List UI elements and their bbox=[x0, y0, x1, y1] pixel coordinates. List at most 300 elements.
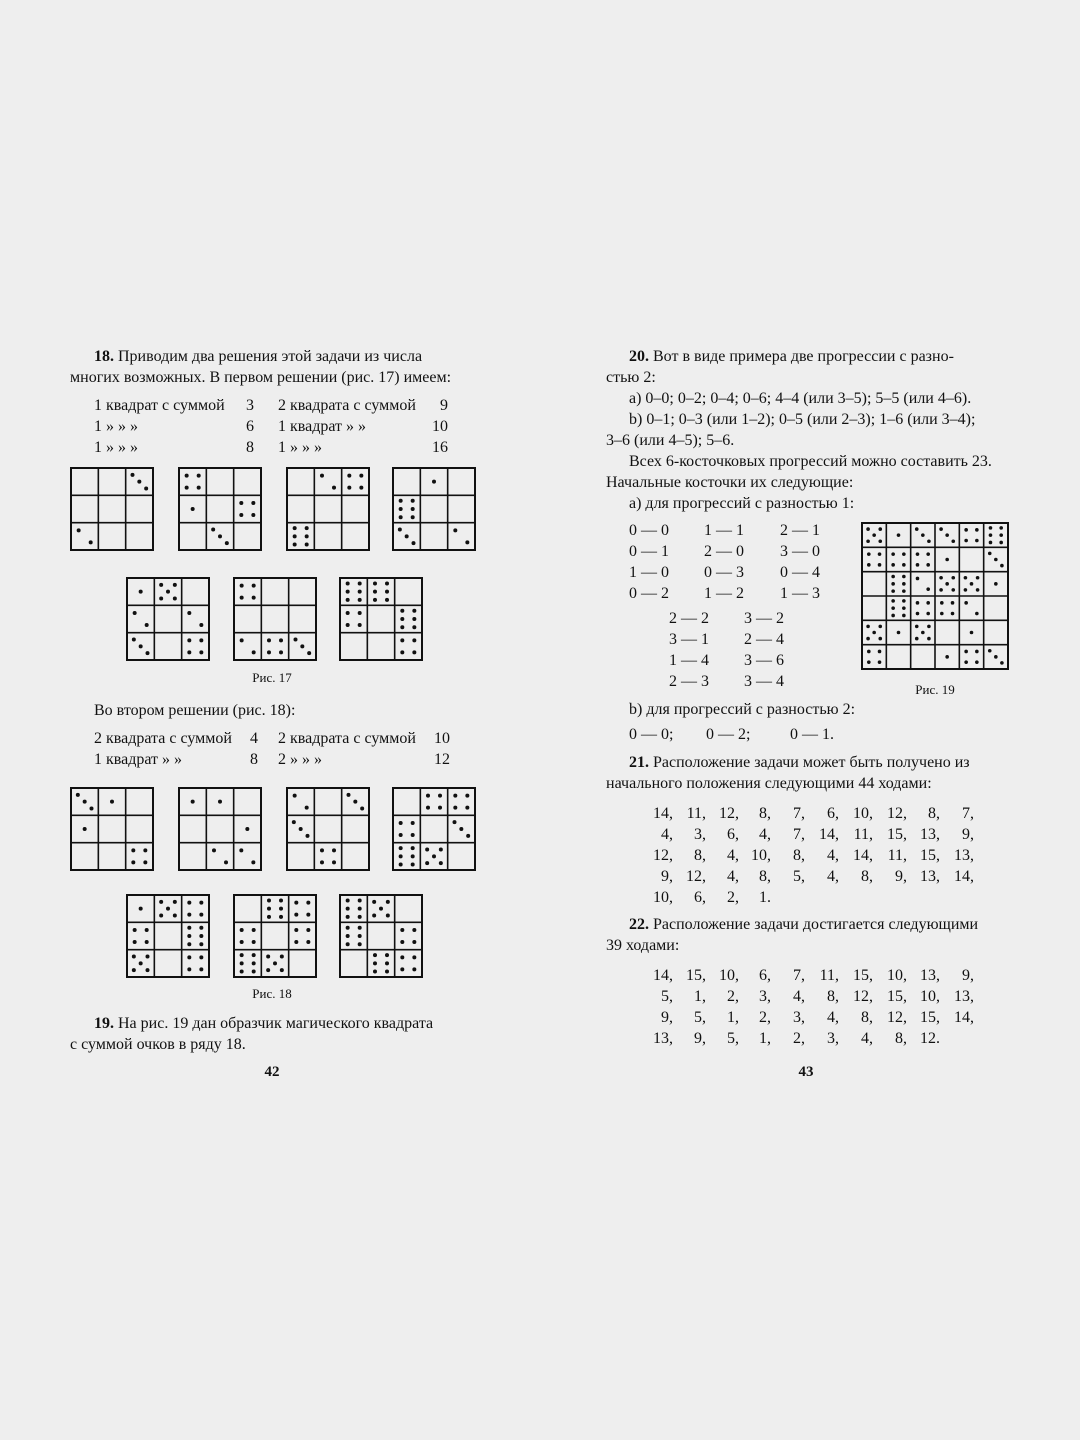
pip-dot bbox=[926, 552, 930, 556]
pip-dot bbox=[133, 611, 137, 615]
pip-dot bbox=[400, 650, 404, 654]
p20-line2: стью 2: bbox=[606, 369, 656, 386]
pip-dot bbox=[379, 907, 383, 911]
pip-dot bbox=[385, 953, 389, 957]
pip-dot bbox=[279, 907, 283, 911]
pip-dot bbox=[964, 650, 968, 654]
pip-dot bbox=[252, 940, 256, 944]
pip-dot bbox=[866, 539, 870, 543]
pip-dot bbox=[951, 539, 955, 543]
sol2-row: 2 квадрата с суммой 4 2 квадрата с суммой 10 bbox=[94, 730, 450, 747]
domino-square-grid bbox=[233, 894, 317, 978]
move-number: 5, bbox=[661, 988, 673, 1005]
pip-dot bbox=[926, 601, 930, 605]
pip-dot bbox=[320, 474, 324, 478]
pip-dot bbox=[294, 913, 298, 917]
pip-dot bbox=[320, 860, 324, 864]
sol1-row: 1 квадрат с суммой 3 2 квадрата с суммой 9 bbox=[94, 397, 448, 414]
pip-dot bbox=[411, 863, 415, 867]
pip-dot bbox=[346, 898, 350, 902]
pip-dot bbox=[866, 527, 870, 531]
pip-dot bbox=[400, 625, 404, 629]
pip-dot bbox=[466, 834, 470, 838]
pip-dot bbox=[975, 528, 979, 532]
pip-dot bbox=[199, 650, 203, 654]
move-number: 11, bbox=[686, 805, 706, 822]
move-number: 4, bbox=[661, 826, 673, 843]
pip-dot bbox=[385, 961, 389, 965]
pip-dot bbox=[951, 612, 955, 616]
pip-dot bbox=[131, 473, 135, 477]
p20-b2: 3–6 (или 4–5); 5–6. bbox=[606, 432, 735, 449]
pip-dot bbox=[252, 650, 256, 654]
pip-dot bbox=[867, 660, 871, 664]
pip-dot bbox=[373, 961, 377, 965]
pip-dot bbox=[240, 970, 244, 974]
pip-dot bbox=[373, 953, 377, 957]
pip-dot bbox=[187, 638, 191, 642]
pip-dot bbox=[385, 970, 389, 974]
pip-dot bbox=[999, 533, 1003, 537]
move-number: 13, bbox=[653, 1030, 673, 1047]
move-number: 4, bbox=[827, 847, 839, 864]
pip-dot bbox=[299, 827, 303, 831]
domino-start: 0 — 3 bbox=[704, 564, 744, 581]
pip-dot bbox=[293, 534, 297, 538]
pip-dot bbox=[939, 576, 943, 580]
pip-dot bbox=[872, 631, 876, 635]
move-number: 12, bbox=[887, 1009, 907, 1026]
move-number: 9, bbox=[661, 868, 673, 885]
domino-square-grid bbox=[178, 467, 262, 551]
pip-dot bbox=[989, 541, 993, 545]
pip-dot bbox=[975, 660, 979, 664]
pip-dot bbox=[279, 898, 283, 902]
move-number: 9, bbox=[962, 967, 974, 984]
fig19-caption: Рис. 19 bbox=[915, 682, 955, 697]
pip-dot bbox=[916, 577, 920, 581]
pip-dot bbox=[347, 474, 351, 478]
move-number: 14, bbox=[819, 826, 839, 843]
pip-dot bbox=[405, 534, 409, 538]
pip-dot bbox=[267, 915, 271, 919]
pip-dot bbox=[358, 598, 362, 602]
move-number: 8, bbox=[694, 847, 706, 864]
pip-dot bbox=[199, 934, 203, 938]
pip-dot bbox=[306, 928, 310, 932]
pip-dot bbox=[994, 582, 998, 586]
p21-line1: 21. Расположение задачи может быть получено из bbox=[629, 754, 970, 771]
pip-dot bbox=[197, 474, 201, 478]
pip-dot bbox=[360, 807, 364, 811]
move-number: 6, bbox=[727, 826, 739, 843]
pip-dot bbox=[145, 940, 149, 944]
move-number: 2, bbox=[727, 988, 739, 1005]
move-number: 6, bbox=[694, 889, 706, 906]
pip-dot bbox=[252, 970, 256, 974]
pip-dot bbox=[137, 480, 141, 484]
pip-dot bbox=[239, 501, 243, 505]
pip-dot bbox=[940, 612, 944, 616]
pip-dot bbox=[878, 637, 882, 641]
pip-dot bbox=[252, 584, 256, 588]
p20-sub-b-val: 0 — 0; bbox=[629, 726, 674, 743]
pip-dot bbox=[187, 942, 191, 946]
pip-dot bbox=[964, 660, 968, 664]
pip-dot bbox=[411, 854, 415, 858]
sol1-row: 1 » » » 6 1 квадрат » » 10 bbox=[94, 418, 448, 435]
pip-dot bbox=[359, 474, 363, 478]
move-number: 6, bbox=[827, 805, 839, 822]
pip-dot bbox=[891, 606, 895, 610]
pip-dot bbox=[411, 821, 415, 825]
fig17-caption: Рис. 17 bbox=[252, 670, 292, 685]
pip-dot bbox=[145, 623, 149, 627]
pip-dot bbox=[251, 501, 255, 505]
domino-start: 2 — 4 bbox=[744, 631, 784, 648]
pip-dot bbox=[411, 499, 415, 503]
pip-dot bbox=[251, 513, 255, 517]
move-number: 10, bbox=[887, 967, 907, 984]
pip-dot bbox=[902, 614, 906, 618]
pip-dot bbox=[251, 860, 255, 864]
p22-line1: 22. Расположение задачи достигается следующими bbox=[629, 916, 979, 933]
pip-dot bbox=[199, 926, 203, 930]
pip-dot bbox=[143, 848, 147, 852]
pip-dot bbox=[989, 533, 993, 537]
pip-dot bbox=[399, 507, 403, 511]
pip-dot bbox=[897, 631, 901, 635]
pip-dot bbox=[90, 807, 94, 811]
pip-dot bbox=[412, 625, 416, 629]
pip-dot bbox=[266, 968, 270, 972]
p20-b1: b) 0–1; 0–3 (или 1–2); 0–5 (или 2–3); 1–6 (или 3–4); bbox=[629, 411, 976, 428]
move-number: 14, bbox=[954, 868, 974, 885]
pip-dot bbox=[400, 617, 404, 621]
move-number: 10, bbox=[920, 988, 940, 1005]
pip-dot bbox=[346, 907, 350, 911]
pip-dot bbox=[306, 901, 310, 905]
pip-dot bbox=[166, 907, 170, 911]
move-number: 14, bbox=[954, 1009, 974, 1026]
move-number: 4, bbox=[727, 868, 739, 885]
p20-sub-a: a) для прогрессий с разностью 1: bbox=[629, 495, 855, 512]
move-number: 15, bbox=[920, 847, 940, 864]
pip-dot bbox=[412, 638, 416, 642]
move-number: 8, bbox=[928, 805, 940, 822]
pip-dot bbox=[187, 934, 191, 938]
pip-dot bbox=[173, 583, 177, 587]
pip-dot bbox=[294, 940, 298, 944]
pip-dot bbox=[358, 581, 362, 585]
pip-dot bbox=[358, 898, 362, 902]
pip-dot bbox=[159, 597, 163, 601]
pip-dot bbox=[412, 940, 416, 944]
domino-start: 1 — 4 bbox=[669, 652, 709, 669]
move-number: 15, bbox=[686, 967, 706, 984]
pip-dot bbox=[432, 480, 436, 484]
pip-dot bbox=[399, 846, 403, 850]
pip-dot bbox=[273, 961, 277, 965]
pip-dot bbox=[400, 638, 404, 642]
domino-start: 0 — 4 bbox=[780, 564, 820, 581]
p20-a: a) 0–0; 0–2; 0–4; 0–6; 4–4 (или 3–5); 5–5 (или 4–6). bbox=[629, 390, 972, 407]
pip-dot bbox=[358, 623, 362, 627]
pip-dot bbox=[988, 552, 992, 556]
p18-line2: многих возможных. В первом решении (рис. 17) имеем: bbox=[70, 369, 452, 386]
pip-dot bbox=[426, 794, 430, 798]
pip-dot bbox=[1000, 661, 1004, 665]
pip-dot bbox=[358, 590, 362, 594]
move-number: 3, bbox=[793, 1009, 805, 1026]
move-number: 9, bbox=[962, 826, 974, 843]
pip-dot bbox=[280, 955, 284, 959]
domino-square-grid bbox=[233, 577, 317, 661]
move-number: 7, bbox=[793, 826, 805, 843]
pip-dot bbox=[921, 631, 925, 635]
pip-dot bbox=[411, 833, 415, 837]
pip-dot bbox=[891, 599, 895, 603]
domino-start: 1 — 0 bbox=[629, 564, 669, 581]
move-number: 4, bbox=[827, 868, 839, 885]
move-number: 1, bbox=[694, 988, 706, 1005]
domino-square-grid bbox=[286, 467, 370, 551]
pip-dot bbox=[185, 486, 189, 490]
pip-dot bbox=[438, 794, 442, 798]
pip-dot bbox=[902, 599, 906, 603]
pip-dot bbox=[332, 848, 336, 852]
page-number-42: 42 bbox=[264, 1064, 280, 1080]
pip-dot bbox=[867, 650, 871, 654]
move-number: 8, bbox=[759, 805, 771, 822]
pip-dot bbox=[438, 806, 442, 810]
pip-dot bbox=[346, 915, 350, 919]
pip-dot bbox=[425, 861, 429, 865]
pip-dot bbox=[872, 533, 876, 537]
pip-dot bbox=[989, 526, 993, 530]
pip-dot bbox=[412, 617, 416, 621]
pip-dot bbox=[191, 507, 195, 511]
move-number: 14, bbox=[853, 847, 873, 864]
pip-dot bbox=[867, 563, 871, 567]
domino-square-grid bbox=[286, 787, 370, 871]
pip-dot bbox=[131, 860, 135, 864]
move-number: 12, bbox=[887, 805, 907, 822]
pip-dot bbox=[373, 581, 377, 585]
pip-dot bbox=[358, 926, 362, 930]
pip-dot bbox=[332, 486, 336, 490]
pip-dot bbox=[945, 558, 949, 562]
magic-square-grid bbox=[861, 522, 1009, 670]
pip-dot bbox=[400, 928, 404, 932]
p20-total1: Всех 6-косточковых прогрессий можно составить 23. bbox=[629, 453, 992, 470]
pip-dot bbox=[173, 914, 177, 918]
pip-dot bbox=[146, 651, 150, 655]
move-number: 15, bbox=[887, 988, 907, 1005]
pip-dot bbox=[994, 655, 998, 659]
pip-dot bbox=[293, 526, 297, 530]
move-number: 7, bbox=[962, 805, 974, 822]
pip-dot bbox=[976, 576, 980, 580]
pip-dot bbox=[945, 582, 949, 586]
pip-dot bbox=[166, 590, 170, 594]
pip-dot bbox=[252, 928, 256, 932]
move-number: 12, bbox=[653, 847, 673, 864]
pip-dot bbox=[926, 563, 930, 567]
move-number: 5, bbox=[694, 1009, 706, 1026]
p19-line2: с суммой очков в ряду 18. bbox=[70, 1036, 246, 1053]
pip-dot bbox=[902, 589, 906, 593]
right-page bbox=[540, 0, 1080, 1440]
pip-dot bbox=[412, 967, 416, 971]
domino-square-grid bbox=[178, 787, 262, 871]
pip-dot bbox=[346, 598, 350, 602]
pip-dot bbox=[225, 541, 229, 545]
pip-dot bbox=[426, 806, 430, 810]
move-number: 15, bbox=[853, 967, 873, 984]
pip-dot bbox=[902, 606, 906, 610]
pip-dot bbox=[927, 539, 931, 543]
move-number: 11, bbox=[887, 847, 907, 864]
pip-dot bbox=[878, 660, 882, 664]
pip-dot bbox=[132, 955, 136, 959]
pip-dot bbox=[346, 934, 350, 938]
pip-dot bbox=[921, 533, 925, 537]
p20-sub-b-val: 0 — 2; bbox=[706, 726, 751, 743]
pip-dot bbox=[293, 543, 297, 547]
pip-dot bbox=[399, 863, 403, 867]
pip-dot bbox=[199, 623, 203, 627]
move-number: 13, bbox=[920, 967, 940, 984]
pip-dot bbox=[453, 528, 457, 532]
pip-dot bbox=[385, 590, 389, 594]
pip-dot bbox=[306, 940, 310, 944]
pip-dot bbox=[305, 526, 309, 530]
domino-start: 2 — 0 bbox=[704, 543, 744, 560]
pip-dot bbox=[110, 800, 114, 804]
move-number: 14, bbox=[653, 805, 673, 822]
move-number: 7, bbox=[793, 967, 805, 984]
pip-dot bbox=[199, 913, 203, 917]
pip-dot bbox=[83, 827, 87, 831]
move-number: 13, bbox=[920, 868, 940, 885]
pip-dot bbox=[347, 793, 351, 797]
pip-dot bbox=[199, 638, 203, 642]
move-number: 13, bbox=[954, 988, 974, 1005]
pip-dot bbox=[964, 528, 968, 532]
pip-dot bbox=[412, 609, 416, 613]
move-number: 1. bbox=[759, 889, 771, 906]
pip-dot bbox=[1000, 564, 1004, 568]
p22-line2: 39 ходами: bbox=[606, 937, 680, 954]
pip-dot bbox=[294, 928, 298, 932]
domino-start: 1 — 1 bbox=[704, 522, 744, 539]
pip-dot bbox=[945, 533, 949, 537]
pip-dot bbox=[133, 928, 137, 932]
pip-dot bbox=[293, 794, 297, 798]
pip-dot bbox=[902, 582, 906, 586]
domino-square-grid bbox=[126, 894, 210, 978]
pip-dot bbox=[412, 541, 416, 545]
domino-square-grid bbox=[70, 467, 154, 551]
pip-dot bbox=[139, 644, 143, 648]
move-number: 12, bbox=[686, 868, 706, 885]
pip-dot bbox=[212, 848, 216, 852]
pip-dot bbox=[280, 968, 284, 972]
move-number: 8, bbox=[861, 1009, 873, 1026]
pip-dot bbox=[294, 901, 298, 905]
move-number: 9, bbox=[694, 1030, 706, 1047]
pip-dot bbox=[187, 967, 191, 971]
p20-sub-b-val: 0 — 1. bbox=[790, 726, 834, 743]
pip-dot bbox=[139, 961, 143, 965]
p18-line1: 18. Приводим два решения этой задачи из числа bbox=[94, 348, 423, 365]
domino-square-grid bbox=[339, 577, 423, 661]
pip-dot bbox=[412, 650, 416, 654]
pip-dot bbox=[927, 625, 931, 629]
move-number: 1, bbox=[759, 1030, 771, 1047]
pip-dot bbox=[187, 611, 191, 615]
move-number: 1, bbox=[727, 1009, 739, 1026]
pip-dot bbox=[878, 527, 882, 531]
pip-dot bbox=[399, 515, 403, 519]
move-number: 10, bbox=[751, 847, 771, 864]
pip-dot bbox=[866, 625, 870, 629]
pip-dot bbox=[346, 623, 350, 627]
move-number: 2, bbox=[793, 1030, 805, 1047]
pip-dot bbox=[916, 563, 920, 567]
pip-dot bbox=[358, 934, 362, 938]
pip-dot bbox=[891, 614, 895, 618]
pip-dot bbox=[951, 576, 955, 580]
pip-dot bbox=[964, 588, 968, 592]
pip-dot bbox=[306, 913, 310, 917]
pip-dot bbox=[398, 528, 402, 532]
pip-dot bbox=[240, 961, 244, 965]
pip-dot bbox=[970, 631, 974, 635]
move-number: 10, bbox=[653, 889, 673, 906]
pip-dot bbox=[399, 854, 403, 858]
pip-dot bbox=[891, 563, 895, 567]
pip-dot bbox=[267, 907, 271, 911]
move-number: 7, bbox=[793, 805, 805, 822]
move-number: 9, bbox=[895, 868, 907, 885]
move-number: 12, bbox=[853, 988, 873, 1005]
pip-dot bbox=[964, 601, 968, 605]
domino-start: 3 — 0 bbox=[780, 543, 820, 560]
move-number: 4, bbox=[827, 1009, 839, 1026]
pip-dot bbox=[975, 612, 979, 616]
pip-dot bbox=[294, 638, 298, 642]
pip-dot bbox=[373, 970, 377, 974]
pip-dot bbox=[191, 800, 195, 804]
domino-square-grid bbox=[339, 894, 423, 978]
pip-dot bbox=[400, 955, 404, 959]
pip-dot bbox=[385, 581, 389, 585]
pip-dot bbox=[224, 860, 228, 864]
pip-dot bbox=[867, 552, 871, 556]
pip-dot bbox=[916, 552, 920, 556]
pip-dot bbox=[245, 827, 249, 831]
move-number: 4, bbox=[759, 826, 771, 843]
pip-dot bbox=[132, 968, 136, 972]
pip-dot bbox=[133, 940, 137, 944]
pip-dot bbox=[267, 650, 271, 654]
pip-dot bbox=[988, 649, 992, 653]
pip-dot bbox=[187, 926, 191, 930]
pip-dot bbox=[76, 793, 80, 797]
pip-dot bbox=[145, 928, 149, 932]
